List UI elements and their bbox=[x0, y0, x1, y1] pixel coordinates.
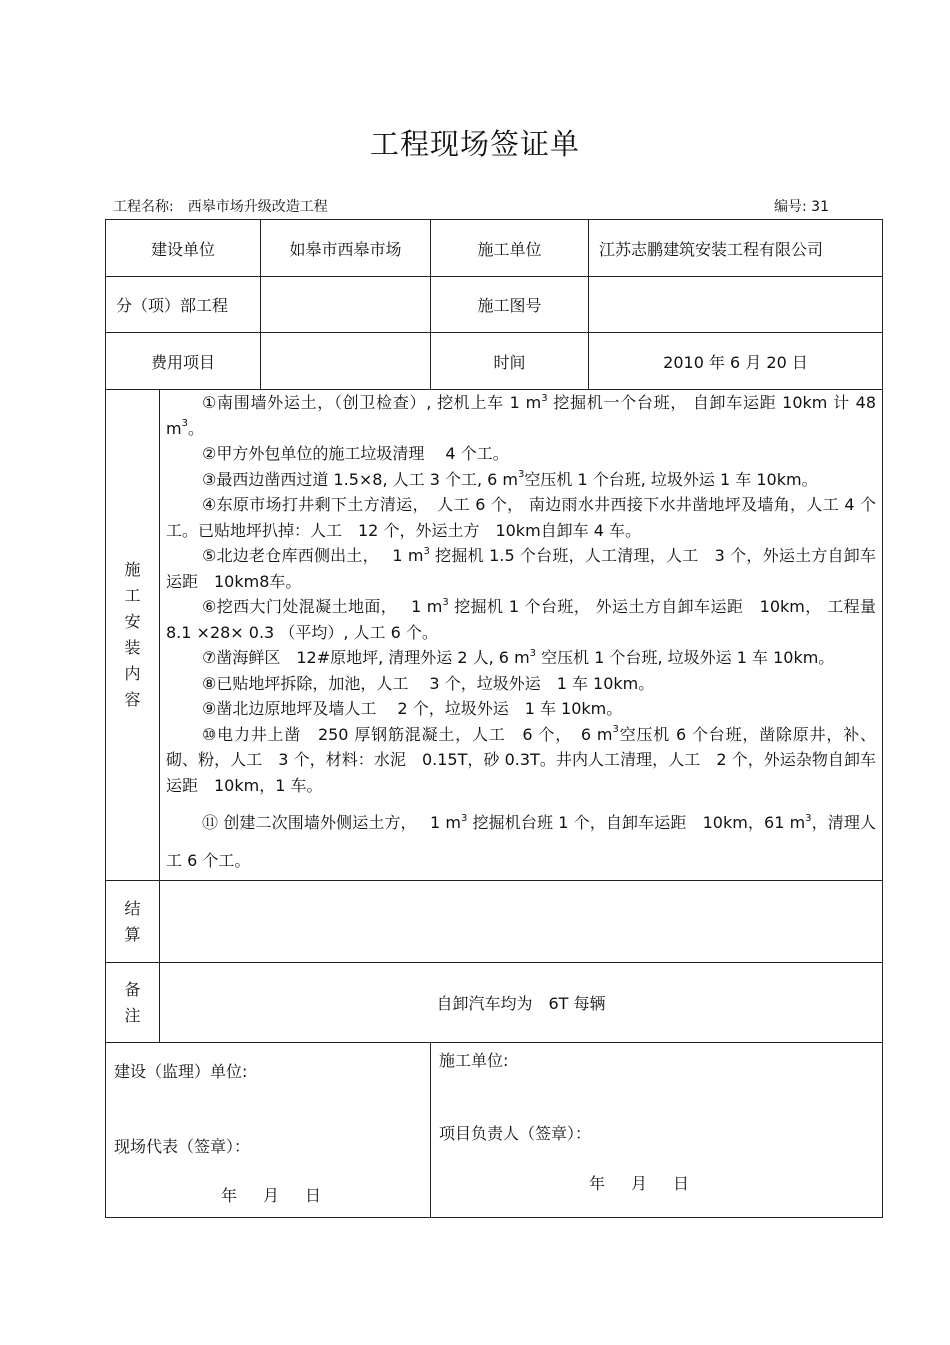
remarks-value: 自卸汽车均为 6T 每辆 bbox=[160, 963, 883, 1043]
time-label: 时间 bbox=[431, 333, 589, 390]
cost-item-label: 费用项目 bbox=[106, 333, 261, 390]
content-item-5: ⑤北边老仓库西侧出土， 1 $m^3$ 挖掘机 1.5 个台班，人工清理，人工 3 个，外运土方自卸车运距 10km8车。 bbox=[166, 545, 876, 591]
drawing-number-value bbox=[589, 277, 883, 333]
year-label: 年 bbox=[589, 1174, 606, 1193]
settlement-label bbox=[106, 881, 160, 963]
content-item-2: ②甲方外包单位的施工垃圾清理 4 个工。 bbox=[202, 444, 509, 463]
contractor-value: 江苏志鹏建筑安装工程有限公司 bbox=[589, 220, 883, 277]
builder-label: 建设单位 bbox=[106, 220, 261, 277]
owner-rep-label: 现场代表（签章）： bbox=[114, 1137, 251, 1156]
content-label-char: 装 bbox=[124, 638, 141, 657]
contractor-sign-date bbox=[589, 1171, 715, 1194]
table-row bbox=[106, 333, 883, 390]
table-row bbox=[106, 390, 883, 881]
project-name-value: 西皋市场升级改造工程 bbox=[187, 199, 328, 215]
content-item-10: ⑩电力井上凿 250 厚钢筋混凝土，人工 6 个， 6 $m^3$空压机 6 个台班，凿除原井，补、砌、粉，人工 3 个，材料：水泥 0.15T，砂 0.3T。井内人工清理，人工 2 个，外运杂物自卸车运距 10km，1 车。 bbox=[166, 724, 877, 795]
content-item-1: ①南围墙外运土，（创卫检查）, 挖机上车 1 $m^3$ 挖掘机一个台班， 自卸车运距 10km 计 48 $m^3$。 bbox=[166, 392, 876, 438]
month-label: 月 bbox=[631, 1174, 648, 1193]
table-row bbox=[106, 1043, 883, 1218]
content-label-char: 内 bbox=[124, 664, 141, 683]
table-row bbox=[106, 220, 883, 277]
content-item-8: ⑧已贴地坪拆除，加池，人工 3 个，垃圾外运 1 车 10km。 bbox=[202, 673, 655, 693]
cost-item-value bbox=[261, 333, 431, 390]
project-name-label: 工程名称: bbox=[113, 199, 174, 215]
day-label: 日 bbox=[305, 1186, 322, 1205]
serial-number-value: 31 bbox=[811, 199, 829, 215]
table-row bbox=[106, 963, 883, 1043]
content-label-char: 容 bbox=[124, 690, 141, 709]
content-label-char: 施 bbox=[124, 560, 141, 579]
content-item-11: ⑪ 创建二次围墙外侧运土方， 1 $m^3$ 挖掘机台班 1 个，自卸车运距 10km，61 $m^3$，清理人工 6 个工。 bbox=[166, 812, 877, 870]
owner-sign-date bbox=[221, 1183, 347, 1206]
project-name-line bbox=[113, 196, 328, 216]
year-label: 年 bbox=[221, 1186, 238, 1205]
content-label-char: 安 bbox=[124, 612, 141, 631]
settlement-label-char: 算 bbox=[124, 924, 141, 944]
content-item-7: ⑦凿海鲜区 12#原地坪, 清理外运 2 人, 6 $m^3$ 空压机 1 个台班, 垃圾外运 1 车 10km。 bbox=[202, 647, 835, 667]
contractor-label: 施工单位 bbox=[431, 220, 589, 277]
builder-value: 如皋市西皋市场 bbox=[261, 220, 431, 277]
content-item-9: ⑨凿北边原地坪及墙人工 2 个，垃圾外运 1 车 10km。 bbox=[202, 699, 623, 718]
content-item-6: ⑥挖西大门处混凝土地面， 1 $m^3$ 挖掘机 1 个台班， 外运土方自卸车运距 10km， 工程量 8.1 ×28× 0.3 （平均）, 人工 6 个。 bbox=[166, 596, 876, 642]
contractor-rep-label: 项目负责人（签章）： bbox=[439, 1124, 592, 1143]
subproject-label: 分（项）部工程 bbox=[106, 277, 261, 333]
day-label: 日 bbox=[673, 1174, 690, 1193]
subproject-value bbox=[261, 277, 431, 333]
table-row bbox=[106, 277, 883, 333]
serial-number-line bbox=[774, 196, 829, 216]
remarks-label-char: 注 bbox=[124, 1005, 141, 1025]
visa-form-table bbox=[105, 219, 883, 1218]
content-label-char: 工 bbox=[124, 586, 141, 605]
drawing-number-label: 施工图号 bbox=[431, 277, 589, 333]
remarks-label-char: 备 bbox=[124, 979, 141, 999]
month-label: 月 bbox=[263, 1186, 280, 1205]
settlement-value bbox=[160, 881, 883, 963]
content-label bbox=[106, 390, 160, 881]
contractor-unit-label: 施工单位: bbox=[439, 1051, 509, 1070]
page-title: 工程现场签证单 bbox=[369, 127, 580, 161]
contractor-signature-block bbox=[431, 1043, 883, 1218]
table-row bbox=[106, 881, 883, 963]
content-item-3: ③最西边凿西过道 1.5×8, 人工 3 个工, 6 $m^3$空压机 1 个台班, 垃圾外运 1 车 10km。 bbox=[202, 469, 818, 489]
serial-number-label: 编号: bbox=[774, 199, 807, 215]
construction-content bbox=[160, 390, 883, 881]
settlement-label-char: 结 bbox=[124, 898, 141, 918]
owner-signature-block bbox=[106, 1043, 431, 1218]
content-item-4: ④东原市场打井剩下土方清运， 人工 6 个， 南边雨水井西接下水井凿地坪及墙角，人工 4 个工。已贴地坪扒掉：人工 12 个，外运土方 10km自卸车 4 车。 bbox=[166, 495, 877, 540]
time-value: 2010 年 6 月 20 日 bbox=[589, 333, 883, 390]
owner-unit-label: 建设（监理）单位: bbox=[114, 1062, 248, 1081]
remarks-label bbox=[106, 963, 160, 1043]
